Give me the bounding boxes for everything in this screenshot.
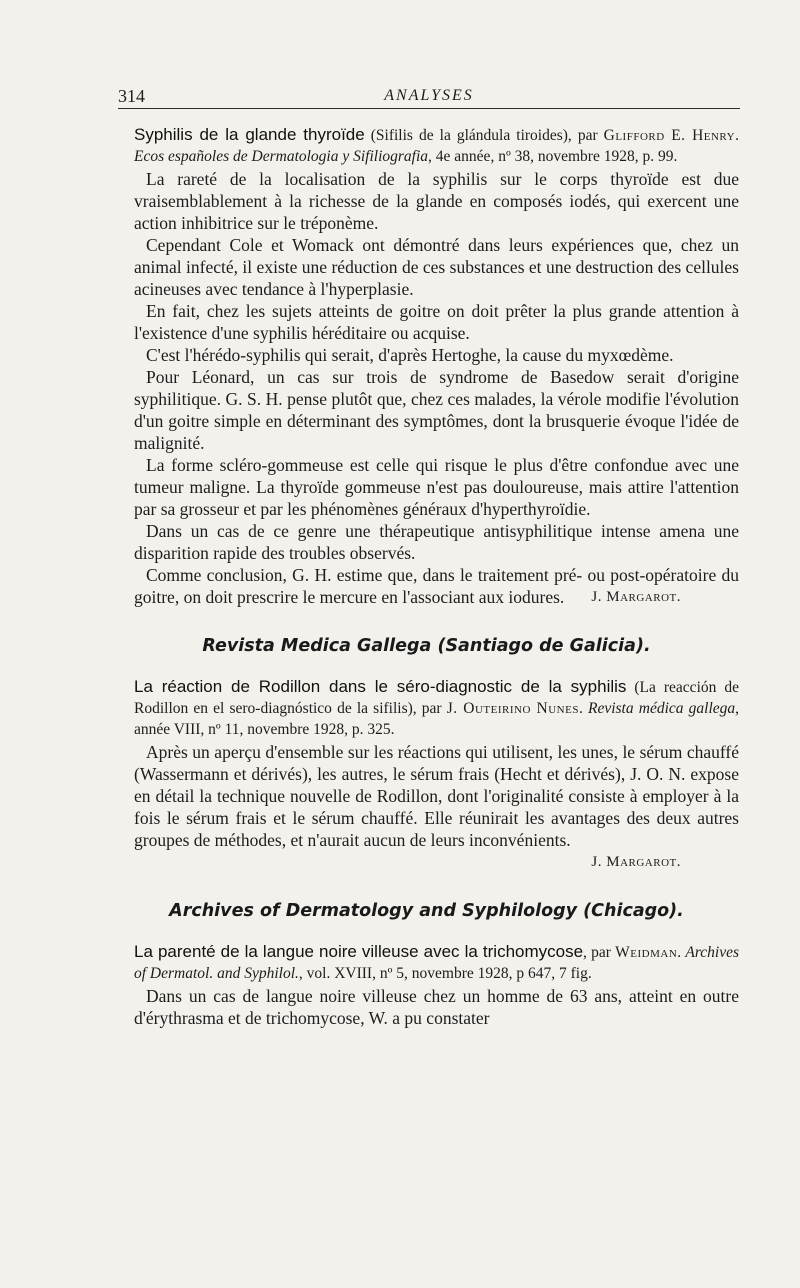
paragraph: Pour Léonard, un cas sur trois de syndrome de Basedow serait d'origine syphilitique. G. S. H. pense plutôt que, chez ces malades, la vérole modifie l'évolution d'un goitre simple en déterminant des symptômes, dont la brusquerie évoque l'idée de malignité. [134, 367, 739, 453]
paragraph: C'est l'hérédo-syphilis qui serait, d'après Hertoghe, la cause du myxœdème. [146, 345, 674, 365]
paragraph: La rareté de la localisation de la syphilis sur le corps thyroïde est due vraisemblablement à la richesse de la glande en composés iodés, qui exercent une action inhibitrice sur le tréponème. [134, 169, 739, 233]
page-content [134, 124, 739, 1029]
page-number: 314 [118, 86, 145, 106]
article-thyroid-syphilis [134, 124, 739, 608]
article-title: La parenté de la langue noire villeuse avec la trichomycose [134, 942, 584, 961]
reference-text: . [735, 127, 739, 144]
signature: J. Margarot. [591, 589, 681, 605]
author-name: Weidman [615, 944, 678, 961]
reference-text: . [578, 700, 588, 717]
journal-name: Archives of Dermatol. and Syphilol. [134, 944, 740, 982]
journal-heading: Revista Medica Gallega (Santiago de Galicia). [202, 636, 651, 656]
paragraph: Dans un cas de ce genre une thérapeutique antisyphilitique intense amena une disparition rapide des troubles observés. [134, 521, 739, 563]
reference-text: , année VIII, nº 11, novembre 1928, p. 325. [134, 700, 740, 738]
paragraph: Comme conclusion, G. H. estime que, dans le traitement pré- ou post-opératoire du goitre, on doit prescrire le mercure en l'associant aux iodures. [134, 565, 739, 607]
article-black-hairy-tongue [134, 941, 739, 1029]
paragraph: Cependant Cole et Womack ont démontré dans leurs expériences que, chez un animal infecté, il existe une réduction de ces substances et une destruction des cellules acineuses avec tendance à l'hyperplasie. [134, 235, 739, 299]
article-reference [134, 124, 739, 167]
reference-text: . [677, 944, 686, 961]
reference-text: , vol. XVIII, nº 5, novembre 1928, p 647, 7 fig. [298, 965, 592, 982]
author-name: Glifford E. Henry [603, 127, 736, 144]
running-head: ANALYSES [384, 87, 474, 104]
page-header [118, 86, 740, 109]
article-reference [134, 676, 739, 740]
reference-text: (La reacción de Rodillon en el sero-diagnóstico de la sifilis), par [134, 679, 739, 717]
reference-text: (Sifilis de la glándula tiroides), par [364, 127, 604, 144]
paragraph: Après un aperçu d'ensemble sur les réactions qui utilisent, les unes, le sérum chauffé (Wassermann et dérivés), les autres, le sérum frais (Hecht et dérivés), J. O. N. expose en détail la technique nouvelle de Rodillon, dont l'originalité consiste à employer à la fois le sérum frais et le sérum chauffé. Elle réunirait les avantages des deux autres groupes de méthodes, et n'aurait aucun de leurs inconvénients. [134, 742, 739, 850]
paragraph: En fait, chez les sujets atteints de goitre on doit prêter la plus grande attention à l'existence d'une syphilis héréditaire ou acquise. [134, 301, 739, 343]
reference-text: , par [583, 944, 616, 961]
journal-name: Ecos españoles de Dermatologia y Sifiliografia [134, 148, 429, 165]
article-rodillon-reaction [134, 676, 739, 873]
paragraph: Dans un cas de langue noire villeuse chez un homme de 63 ans, atteint en outre d'érythrasma et de trichomycose, W. a pu constater [134, 986, 739, 1028]
reference-text: , 4e année, nº 38, novembre 1928, p. 99. [428, 148, 678, 165]
article-reference [134, 941, 739, 984]
journal-name: Revista médica gallega [587, 700, 736, 717]
journal-heading: Archives of Dermatology and Syphilology (Chicago). [169, 901, 684, 921]
article-title: Syphilis de la glande thyroïde [134, 125, 365, 144]
author-name: J. Outeirino Nunes [446, 700, 579, 717]
article-title: La réaction de Rodillon dans le séro-diagnostic de la syphilis [134, 677, 627, 696]
paragraph: La forme scléro-gommeuse est celle qui risque le plus d'être confondue avec une tumeur maligne. La thyroïde gommeuse n'est pas douloureuse, mais attire l'attention par sa grosseur et par les phénomènes généraux d'hyperthyroïdie. [134, 455, 739, 519]
signature: J. Margarot. [591, 854, 681, 870]
